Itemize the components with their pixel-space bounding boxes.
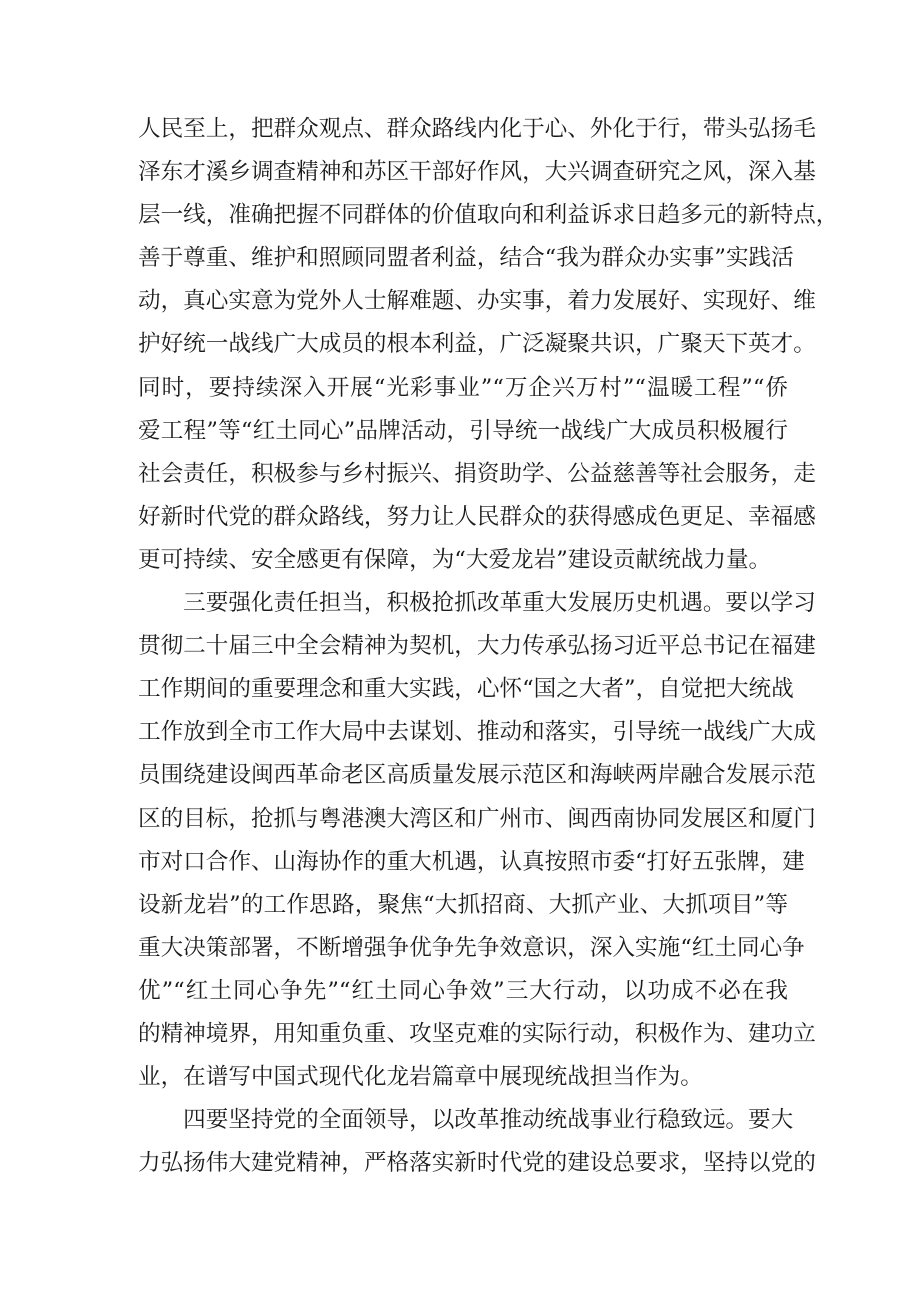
text-line: 动，真心实意为党外人士解难题、办实事，着力发展好、实现好、维	[138, 288, 816, 315]
text-line: 更可持续、安全感更有保障，为“大爱龙岩”建设贡献统战力量。	[138, 546, 772, 573]
text-line: 工作期间的重要理念和重大实践，心怀“国之大者”，自觉把大统战	[138, 676, 794, 703]
text-line: 社会责任，积极参与乡村振兴、捐资助学、公益慈善等社会服务，走	[138, 460, 816, 487]
text-line: 人民至上，把群众观点、群众路线内化于心、外化于行，带头弘扬毛	[138, 116, 816, 142]
text-line: 区的目标，抢抓与粤港澳大湾区和广州市、闽西南协同发展区和厦门	[138, 805, 816, 832]
text-line: 护好统一战线广大成员的根本利益，广泛凝聚共识，广聚天下英才。	[138, 331, 816, 358]
text-line: 善于尊重、维护和照顾同盟者利益，结合“我为群众办实事”实践活	[138, 245, 794, 272]
text-line: 四要坚持党的全面领导，以改革推动统战事业行稳致远。要大	[138, 1107, 794, 1134]
text-line: 市对口合作、山海协作的重大机遇，认真按照市委“打好五张牌，建	[138, 848, 805, 875]
text-line: 重大决策部署，不断增强争优争先争效意识，深入实施“红土同心争	[138, 934, 805, 961]
text-line: 层一线，准确把握不同群体的价值取向和利益诉求日趋多元的新特点，	[138, 202, 839, 229]
text-line: 好新时代党的群众路线，努力让人民群众的获得感成色更足、幸福感	[138, 503, 816, 530]
text-line: 贯彻二十届三中全会精神为契机，大力传承弘扬习近平总书记在福建	[138, 633, 816, 660]
text-line: 泽东才溪乡调查精神和苏区干部好作风，大兴调查研究之风，深入基	[138, 159, 816, 186]
text-line: 力弘扬伟大建党精神，严格落实新时代党的建设总要求，坚持以党的	[138, 1150, 816, 1177]
text-line: 的精神境界，用知重负重、攻坚克难的实际行动，积极作为、建功立	[138, 1020, 816, 1047]
text-line: 爱工程”等“红土同心”品牌活动，引导统一战线广大成员积极履行	[138, 417, 788, 444]
text-line: 优”“红土同心争先”“红土同心争效”三大行动，以功成不必在我	[138, 977, 788, 1004]
body-text	[138, 108, 839, 1185]
text-line: 员围绕建设闽西革命老区高质量发展示范区和海峡两岸融合发展示范	[138, 762, 816, 789]
text-line: 同时，要持续深入开展“光彩事业”“万企兴万村”“温暖工程”“侨	[138, 374, 788, 401]
text-line: 业，在谱写中国式现代化龙岩篇章中展现统战担当作为。	[138, 1064, 703, 1091]
text-line: 三要强化责任担当，积极抢抓改革重大发展历史机遇。要以学习	[138, 590, 816, 617]
text-line: 工作放到全市工作大局中去谋划、推动和落实，引导统一战线广大成	[138, 719, 816, 746]
text-line: 设新龙岩”的工作思路，聚焦“大抓招商、大抓产业、大抓项目”等	[138, 891, 788, 918]
